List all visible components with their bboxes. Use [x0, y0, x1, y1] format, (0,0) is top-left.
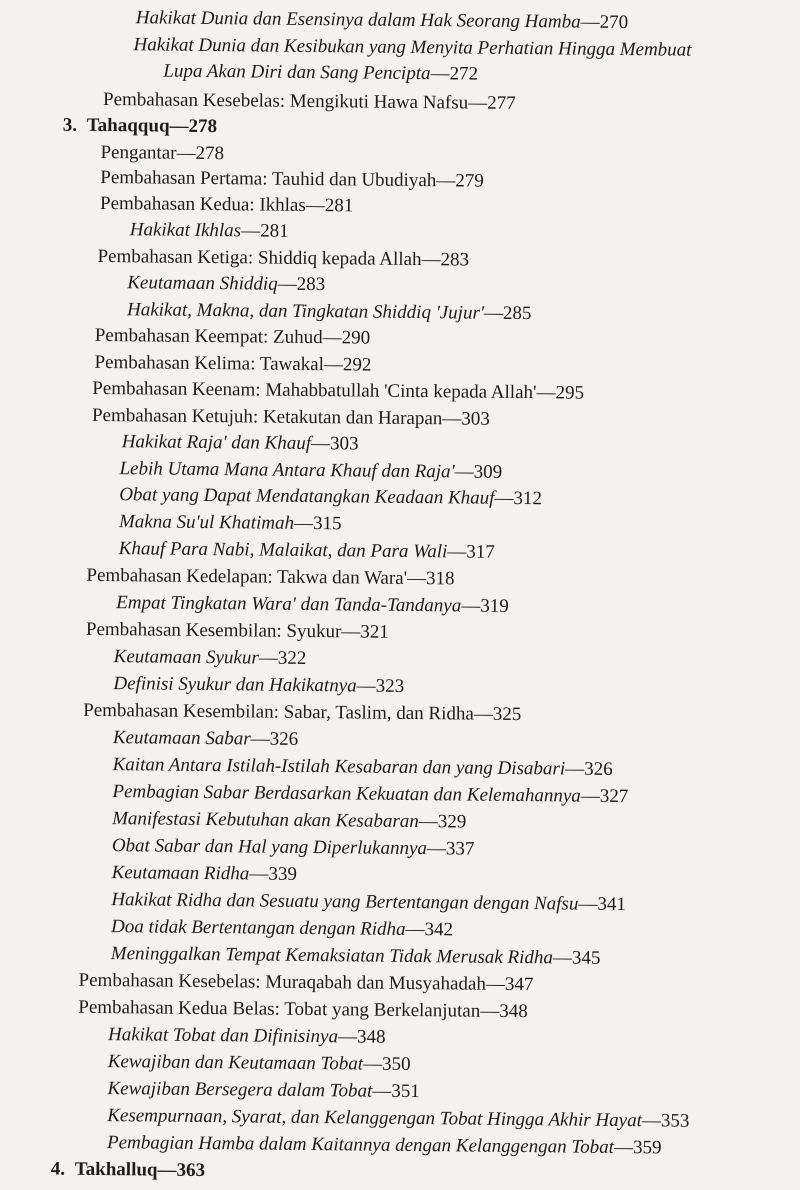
toc-page-number: 323: [375, 675, 405, 697]
toc-page-number: 345: [571, 947, 601, 969]
toc-dash: —: [485, 973, 505, 995]
toc-dash: —: [356, 675, 376, 697]
toc-dash: —: [641, 1110, 662, 1132]
toc-page-number: 337: [445, 838, 475, 860]
toc-entry-title: Kewajiban dan Keutamaan Tobat: [107, 1051, 364, 1075]
toc-dash: —: [580, 11, 600, 33]
toc-entry-title: Meninggalkan Tempat Kemaksiatan Tidak Merusak Ridha: [110, 943, 554, 969]
toc-page-number: 347: [504, 973, 534, 996]
toc-dash: —: [436, 170, 456, 192]
toc-page-number: 326: [584, 758, 613, 780]
toc-entry: [119, 456, 502, 486]
toc-entry-title: Takhalluq: [74, 1158, 158, 1181]
toc-page-number: 312: [513, 487, 543, 510]
toc-entry-title: Definisi Syukur dan Hakikatnya: [113, 673, 357, 697]
toc-entry: [111, 941, 601, 972]
toc-page-number: 348: [356, 1026, 386, 1048]
toc-entry-title: Keutamaan Ridha: [111, 862, 250, 885]
toc-dash: —: [250, 728, 270, 750]
toc-dash: —: [322, 327, 342, 349]
toc-entry: [119, 482, 542, 512]
toc-page-number: 329: [437, 811, 467, 833]
toc-entry-title: Makna Su'ul Khatimah: [118, 511, 295, 534]
toc-dash: —: [305, 194, 325, 217]
toc-entry-title: Hakikat Tobat dan Difinisinya: [107, 1024, 339, 1048]
toc-entry: [97, 244, 469, 274]
toc-entry: [108, 1049, 411, 1078]
toc-entry: [107, 1076, 420, 1105]
toc-entry-title: Obat yang Dapat Mendatangkan Keadaan Khauf: [119, 484, 495, 509]
toc-page-number: 279: [455, 170, 484, 192]
toc-entry-title: Pembahasan Kelima: Tawakal: [94, 351, 325, 376]
toc-page-number: 303: [461, 408, 490, 430]
toc-dash: —: [418, 811, 438, 833]
toc-entry-title: Pembahasan Kedelapan: Takwa dan Wara': [86, 564, 408, 589]
toc-page-number: 351: [391, 1080, 420, 1103]
toc-entry-title: Hakikat, Makna, dan Tingkatan Shiddiq 'Jujur': [126, 299, 485, 324]
toc-entry: [111, 914, 453, 943]
toc-entry-title: Pembahasan Kesebelas: Mengikuti Hawa Nafsu: [102, 88, 469, 114]
toc-entry: [112, 779, 628, 810]
toc-page-number: 309: [473, 461, 503, 483]
toc-page-number: 292: [342, 354, 372, 376]
toc-entry: [114, 644, 307, 672]
toc-entry: [83, 698, 521, 728]
toc-dash: —: [421, 249, 441, 271]
toc-entry-title: Hakikat Dunia dan Kesibukan yang Menyita Perhatian Hingga Membuat: [133, 34, 692, 61]
toc-page-number: 272: [449, 63, 479, 85]
toc-entry-title: Pengantar: [100, 141, 177, 164]
toc-entry-title: Pembahasan Kesembilan: Syukur: [85, 618, 342, 643]
toc-entry: [130, 217, 289, 245]
toc-entry: [86, 563, 454, 593]
toc-dash: —: [578, 893, 598, 915]
toc-entry-title: Manifestasi Kebutuhan akan Kesabaran: [112, 808, 419, 833]
toc-entry-title: Lupa Akan Diri dan Sang Pencipta: [163, 60, 431, 85]
toc-dash: —: [580, 785, 600, 807]
toc-entry-title: Pembahasan Kesebelas: Muraqabah dan Musyahadah: [78, 969, 486, 995]
toc-dash: —: [430, 63, 450, 85]
toc-dash: —: [405, 918, 425, 941]
toc-entry-title: Keutamaan Syukur: [113, 646, 259, 669]
toc-page-number: 303: [329, 433, 359, 455]
toc-page-number: 278: [188, 115, 218, 138]
toc-dash: —: [341, 621, 361, 643]
toc-entry: [111, 860, 296, 888]
toc-entry-title: Pembahasan Kedua: Ikhlas: [99, 192, 306, 216]
toc-dash: —: [454, 461, 474, 483]
toc-dash: —: [323, 354, 344, 376]
toc-entry: [116, 590, 509, 620]
toc-page-number: 295: [555, 382, 585, 404]
toc-entry: [92, 376, 584, 407]
toc-entry-title: Pembahasan Keenam: Mahabbatullah 'Cinta kepada Allah': [92, 377, 537, 404]
toc-page-number: 277: [487, 92, 516, 114]
toc-dash: —: [310, 433, 331, 455]
toc-dash: —: [552, 947, 573, 969]
toc-entry-title: Pembahasan Kedua Belas: Tobat yang Berkelanjutan: [78, 996, 481, 1022]
toc-entry-title: Empat Tingkatan Wara' dan Tanda-Tandanya: [116, 592, 462, 617]
toc-entry-title: Doa tidak Bertentangan dengan Ridha: [111, 916, 406, 940]
toc-entry: [113, 725, 298, 753]
toc-entry: [95, 323, 371, 352]
toc-page-number: 327: [599, 785, 629, 808]
toc-entry: [63, 113, 218, 140]
toc-dash: —: [536, 382, 556, 404]
toc-page-number: 283: [440, 249, 470, 271]
toc-dash: —: [157, 1159, 177, 1181]
toc-page-number: 281: [260, 220, 289, 242]
toc-entry-title: Pembahasan Keempat: Zuhud: [94, 324, 323, 349]
toc-entry: [78, 995, 528, 1025]
toc-page-number: 317: [466, 541, 495, 563]
toc-entry-title: Khauf Para Nabi, Malaikat, dan Para Wali: [118, 538, 448, 563]
toc-dash: —: [169, 115, 189, 137]
toc-entry-title: Pembahasan Ketujuh: Ketakutan dan Harapan: [91, 404, 443, 430]
toc-entry: [51, 1157, 206, 1184]
toc-entry: [100, 191, 354, 219]
toc-entry-title: Hakikat Ridha dan Sesuatu yang Bertentangan dengan Nafsu: [111, 889, 579, 915]
toc-entry: [78, 968, 533, 998]
toc-page-number: 319: [480, 595, 509, 617]
toc-entry: [119, 509, 342, 537]
toc-dash: —: [447, 541, 467, 563]
toc-page-number: 278: [195, 142, 225, 165]
toc-page-number: 325: [492, 703, 522, 726]
toc-dash: —: [461, 595, 481, 617]
toc-entry: [103, 87, 516, 117]
chapter-number: 4.: [50, 1158, 66, 1180]
toc-entry: [112, 833, 475, 862]
toc-page-number: 285: [502, 302, 532, 325]
toc-entry-title: Keutamaan Shiddiq: [127, 272, 278, 295]
toc-page-number: 318: [425, 568, 455, 590]
toc-dash: —: [494, 487, 514, 509]
toc-page-number: 348: [499, 1000, 528, 1023]
toc-dash: —: [565, 758, 585, 780]
toc-entry-title: Pembahasan Ketiga: Shiddiq kepada Allah: [97, 245, 422, 271]
toc-entry: [163, 59, 478, 88]
toc-dash: —: [176, 142, 196, 164]
toc-page-number: 315: [312, 513, 342, 535]
toc-dash: —: [442, 408, 462, 430]
toc-page-number: 326: [269, 728, 299, 750]
toc-entry-title: Pembahasan Kesembilan: Sabar, Taslim, dan Ridha: [83, 699, 474, 725]
toc-dash: —: [426, 838, 447, 860]
toc-entry: [119, 536, 495, 566]
toc-dash: —: [483, 302, 504, 324]
toc-entry-title: Pembahasan Pertama: Tauhid dan Ubudiyah: [100, 166, 437, 192]
toc-entry: [100, 140, 224, 167]
toc-entry: [94, 350, 371, 379]
toc-entry: [108, 1022, 386, 1051]
toc-dash: —: [293, 512, 314, 535]
toc-entry: [127, 297, 532, 327]
toc-dash: —: [406, 567, 427, 590]
toc-page-number: 283: [296, 273, 326, 296]
toc-entry: [113, 671, 404, 700]
toc-entry-title: Obat Sabar dan Hal yang Diperlukannya: [111, 835, 428, 860]
toc-page-number: 342: [424, 919, 454, 941]
toc-dash: —: [362, 1053, 383, 1075]
toc-entry-title: Tahaqquq: [86, 114, 170, 137]
toc-entry: [107, 1130, 662, 1161]
toc-page-number: 341: [597, 893, 626, 916]
toc-entry: [113, 752, 613, 783]
toc-entry: [111, 887, 626, 918]
toc-dash: —: [473, 703, 493, 725]
toc-entry: [136, 5, 629, 36]
toc-page-number: 363: [176, 1159, 206, 1182]
toc-entry: [100, 165, 484, 195]
toc-entry-title: Keutamaan Sabar: [112, 727, 251, 750]
toc-page-number: 339: [268, 863, 297, 885]
toc-entry: [86, 617, 389, 646]
toc-page-number: 270: [599, 11, 629, 34]
toc-page-number: 359: [632, 1137, 662, 1159]
toc-dash: —: [277, 273, 297, 295]
toc-entry-title: Hakikat Ikhlas: [129, 219, 242, 242]
toc-entry-title: Kewajiban Bersegera dalam Tobat: [107, 1078, 373, 1102]
toc-dash: —: [372, 1080, 392, 1102]
toc-entry-title: Kaitan Antara Istilah-Istilah Kesabaran dan yang Disabari: [112, 754, 566, 780]
toc-dash: —: [241, 220, 261, 242]
toc-dash: —: [337, 1026, 358, 1048]
toc-entry: [127, 270, 325, 298]
toc-page-number: 281: [324, 195, 354, 217]
toc-entry-title: Pembagian Sabar Berdasarkan Kekuatan dan Kelemahannya: [112, 781, 581, 807]
toc-page-number: 350: [381, 1053, 411, 1075]
toc-page-number: 322: [277, 647, 307, 669]
toc-dash: —: [258, 647, 278, 669]
toc-entry-title: Hakikat Dunia dan Esensinya dalam Hak Seorang Hamba: [135, 7, 581, 33]
toc-page-number: 290: [341, 327, 371, 349]
toc-page-number: 321: [360, 621, 389, 643]
toc-entry: [122, 429, 359, 457]
toc-entry-title: Pembagian Hamba dalam Kaitannya dengan Kelanggengan Tobat: [106, 1132, 615, 1158]
toc-entry-title: Hakikat Raja' dan Khauf: [121, 431, 312, 455]
toc-page-number: 353: [660, 1110, 690, 1132]
toc-entry-title: Kesempurnaan, Syarat, dan Kelanggengan Tobat Hingga Akhir Hayat: [107, 1105, 643, 1132]
toc-dash: —: [480, 1000, 500, 1022]
toc-entry: [92, 403, 490, 433]
toc-dash: —: [613, 1136, 634, 1159]
chapter-number: 3.: [62, 114, 78, 136]
toc-entry-title: Lebih Utama Mana Antara Khauf dan Raja': [119, 458, 455, 483]
toc-dash: —: [249, 863, 269, 885]
toc-entry: [112, 806, 466, 835]
toc-dash: —: [468, 92, 488, 114]
